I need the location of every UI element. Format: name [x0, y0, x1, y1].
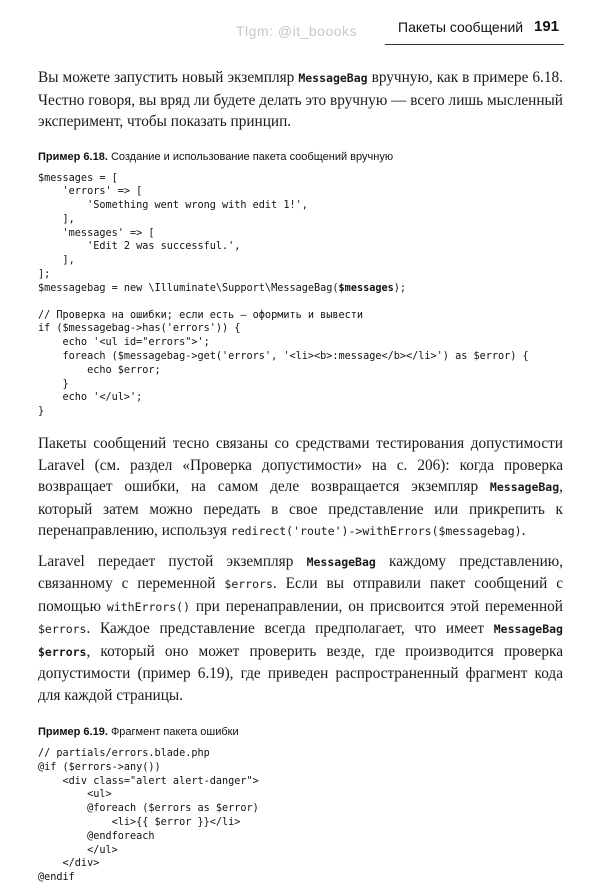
para-2-text-2: , который затем можно передать в свое представление или прикрепить к перенаправлению, используя — [38, 478, 563, 540]
intro-text-2: вручную, как в примере 6.18. Честно говоря, вы вряд ли будете делать это вручную — всего лишь мысленный эксперимент, чтобы показать принцип. — [38, 69, 563, 130]
para-3-code-5: MessageBag $errors — [38, 622, 563, 659]
para-3-code-3: withErrors() — [106, 599, 190, 614]
example-619-code: // partials/errors.blade.php @if ($errors->any()) <div class="alert alert-danger"> <ul> @foreach ($errors as $error) <li>{{ $error }}</li> @endforeach </ul> </div> @endif — [38, 748, 259, 884]
page-header — [0, 0, 600, 52]
para-3-code-4: $errors — [38, 622, 87, 637]
example-619-title: Фрагмент пакета ошибки — [107, 726, 239, 739]
para-2-code-2: redirect('route')->withErrors($messagebag) — [230, 524, 522, 539]
example-618-caption — [38, 151, 563, 163]
code-b-bold: $messages — [338, 282, 394, 294]
para-2-text-3: . — [521, 522, 526, 540]
errors-variable-paragraph — [38, 551, 563, 707]
para-2-code-1: MessageBag — [489, 480, 560, 495]
para-3-text-6: , который оно может проверить везде, где производится проверка допустимости (пример 6.19), где приведен распространенный фрагмент кода для каждой страницы. — [38, 642, 563, 704]
running-title: Пакеты сообщений — [398, 19, 524, 35]
para-2-text-1: Пакеты сообщений тесно связаны со средствами тестирования допустимости Laravel (см. раздел «Проверка допустимости» на с. 206): когда проверка возвращает ошибки, на самом деле возвращается экземпляр — [38, 435, 563, 496]
example-618-code-b — [38, 282, 563, 296]
intro-text-1: Вы можете запустить новый экземпляр — [38, 69, 299, 86]
watermark: Tlgm: @it_boooks — [236, 23, 358, 39]
example-618-title: Создание и использование пакета сообщений вручную — [107, 150, 394, 163]
para-3-text-5: . Каждое представление всегда предполагает, что имеет — [86, 620, 494, 638]
intro-paragraph — [38, 67, 563, 133]
messagebag-validation-paragraph — [38, 433, 563, 543]
para-3-code-1: MessageBag — [306, 554, 376, 569]
page-number: 191 — [534, 18, 560, 35]
page-content — [38, 67, 563, 885]
example-619-label: Пример 6.19. — [38, 726, 108, 739]
para-3-text-4: при перенаправлении, он присвоится этой переменной — [190, 597, 563, 615]
para-3-text-1: Laravel передает пустой экземпляр — [38, 552, 307, 570]
example-619-caption — [38, 726, 563, 738]
header-rule — [385, 44, 564, 45]
example-618-code-a: $messages = [ 'errors' => [ 'Something went wrong with edit 1!', ], 'messages' => [ 'Edit 2 was successful.', ], ]; — [38, 172, 308, 281]
example-618-code-c: // Проверка на ошибки; если есть — оформить и вывести if ($messagebag->has('errors')) { echo '<ul id="errors">'; foreach ($messagebag->get('errors', '<li><b>:message</b></li>') as $error) { echo $error; } echo '</ul>'; } — [38, 309, 529, 418]
intro-code-1: MessageBag — [298, 71, 368, 85]
para-3-code-2: $errors — [224, 577, 273, 592]
code-b-pre: $messagebag = new \Illuminate\Support\MessageBag( — [38, 282, 339, 294]
example-618-label: Пример 6.18. — [38, 150, 108, 163]
code-b-post: ); — [393, 282, 407, 294]
para-3-text-2: каждому представлению, связанному с переменной — [38, 552, 564, 593]
para-3-text-3: . Если вы отправили пакет сообщений с помощью — [38, 575, 563, 615]
